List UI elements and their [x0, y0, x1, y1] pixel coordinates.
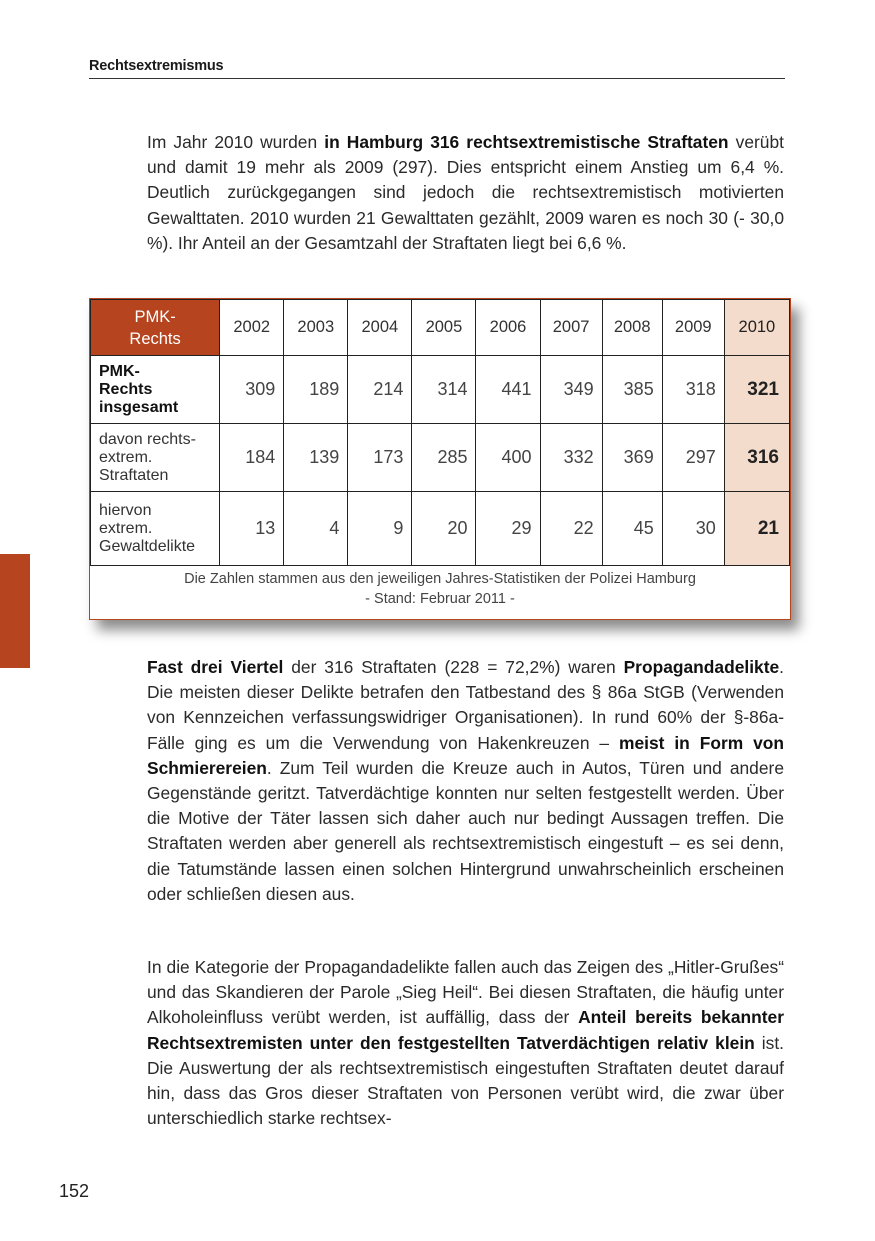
- table-cell-highlight: 321: [724, 356, 789, 424]
- year-header: 2007: [540, 300, 602, 356]
- row-label: davon rechts- extrem. Straftaten: [91, 424, 220, 492]
- category-paragraph: In die Kategorie der Propagandadelikte fallen auch das Zeigen des „Hitler-Grußes“ und das Skandieren der Parole „Sieg Heil“. Bei diesen Straftaten, die häufig unter Alkoholeinfluss verübt werden, ist auffällig, dass der Anteil bereits bekannter Rechtsextremisten unter den festgestellten Tatverdächtigen relativ klein ist. Die Auswertung der als rechtsextremistisch eingestuften Straftaten deutet darauf hin, dass das Gros dieser Straftaten von Personen verübt wird, die zwar über unterschiedlich starke rechtsex-: [147, 957, 784, 1129]
- table-cell: 13: [220, 492, 284, 566]
- table-cell: 139: [284, 424, 348, 492]
- table-cell: 4: [284, 492, 348, 566]
- table-row: [91, 356, 790, 424]
- chapter-tab-marker: [0, 554, 30, 668]
- table-cell: 309: [220, 356, 284, 424]
- year-header: 2002: [220, 300, 284, 356]
- intro-paragraph: Im Jahr 2010 wurden in Hamburg 316 rechtsextremistische Straftaten verübt und damit 19 mehr als 2009 (297). Dies entspricht einem Anstieg um 6,4 %. Deutlich zurückgegangen sind jedoch die rechtsextremistisch motivierten Gewalttaten. 2010 wurden 21 Gewalttaten gezählt, 2009 waren es noch 30 (- 30,0 %). Ihr Anteil an der Gesamtzahl der Straftaten liegt bei 6,6 %.: [147, 132, 784, 253]
- page-number: 152: [59, 1181, 90, 1201]
- table-cell: 285: [412, 424, 476, 492]
- year-header: 2004: [348, 300, 412, 356]
- statistics-table-box: [89, 298, 791, 620]
- table-cell: 349: [540, 356, 602, 424]
- running-header: Rechtsextremismus: [89, 58, 785, 79]
- table-cell-highlight: 316: [724, 424, 789, 492]
- table-cell: 184: [220, 424, 284, 492]
- table-cell: 189: [284, 356, 348, 424]
- table-cell: 400: [476, 424, 540, 492]
- table-row: [91, 492, 790, 566]
- table-cell: 318: [662, 356, 724, 424]
- table-cell: 29: [476, 492, 540, 566]
- row-label: hiervon extrem. Gewaltdelikte: [91, 492, 220, 566]
- table-cell: 441: [476, 356, 540, 424]
- year-header: 2003: [284, 300, 348, 356]
- year-header-highlight: 2010: [724, 300, 789, 356]
- year-header: 2006: [476, 300, 540, 356]
- table-corner-header: PMK- Rechts: [91, 300, 220, 356]
- table-cell: 369: [602, 424, 662, 492]
- table-source-row: [91, 566, 790, 619]
- table-header-row: [91, 300, 790, 356]
- row-label: PMK- Rechts insgesamt: [91, 356, 220, 424]
- table-cell: 45: [602, 492, 662, 566]
- table-cell: 314: [412, 356, 476, 424]
- year-header: 2008: [602, 300, 662, 356]
- table-cell: 297: [662, 424, 724, 492]
- table-cell: 214: [348, 356, 412, 424]
- table-cell: 173: [348, 424, 412, 492]
- table-cell: 30: [662, 492, 724, 566]
- year-header: 2005: [412, 300, 476, 356]
- pmk-rechts-table: [90, 299, 790, 618]
- year-header: 2009: [662, 300, 724, 356]
- table-cell: 385: [602, 356, 662, 424]
- table-cell: 332: [540, 424, 602, 492]
- table-source-note: Die Zahlen stammen aus den jeweiligen Jahres-Statistiken der Polizei Hamburg - Stand: Februar 2011 -: [91, 566, 790, 619]
- table-cell: 22: [540, 492, 602, 566]
- table-cell: 9: [348, 492, 412, 566]
- propaganda-paragraph: Fast drei Viertel der 316 Straftaten (228 = 72,2%) waren Propagandadelikte. Die meisten dieser Delikte betrafen den Tatbestand des § 86a StGB (Verwenden von Kennzeichen verfassungswidriger Organisationen). In rund 60% der §-86a-Fälle ging es um die Verwendung von Hakenkreuzen – meist in Form von Schmierereien. Zum Teil wurden die Kreuze auch in Autos, Türen und andere Gegenstände geritzt. Tatverdächtige konnten nur selten festgestellt werden. Über die Motive der Täter lassen sich daher auch nur bedingt Aussagen treffen. Die Straftaten werden aber generell als rechtsextremistisch eingestuft – es sei denn, die Tatumstände lassen einen solchen Hintergrund unwahrscheinlich erscheinen oder schließen diesen aus.: [147, 657, 785, 904]
- table-cell-highlight: 21: [724, 492, 789, 566]
- table-cell: 20: [412, 492, 476, 566]
- table-row: [91, 424, 790, 492]
